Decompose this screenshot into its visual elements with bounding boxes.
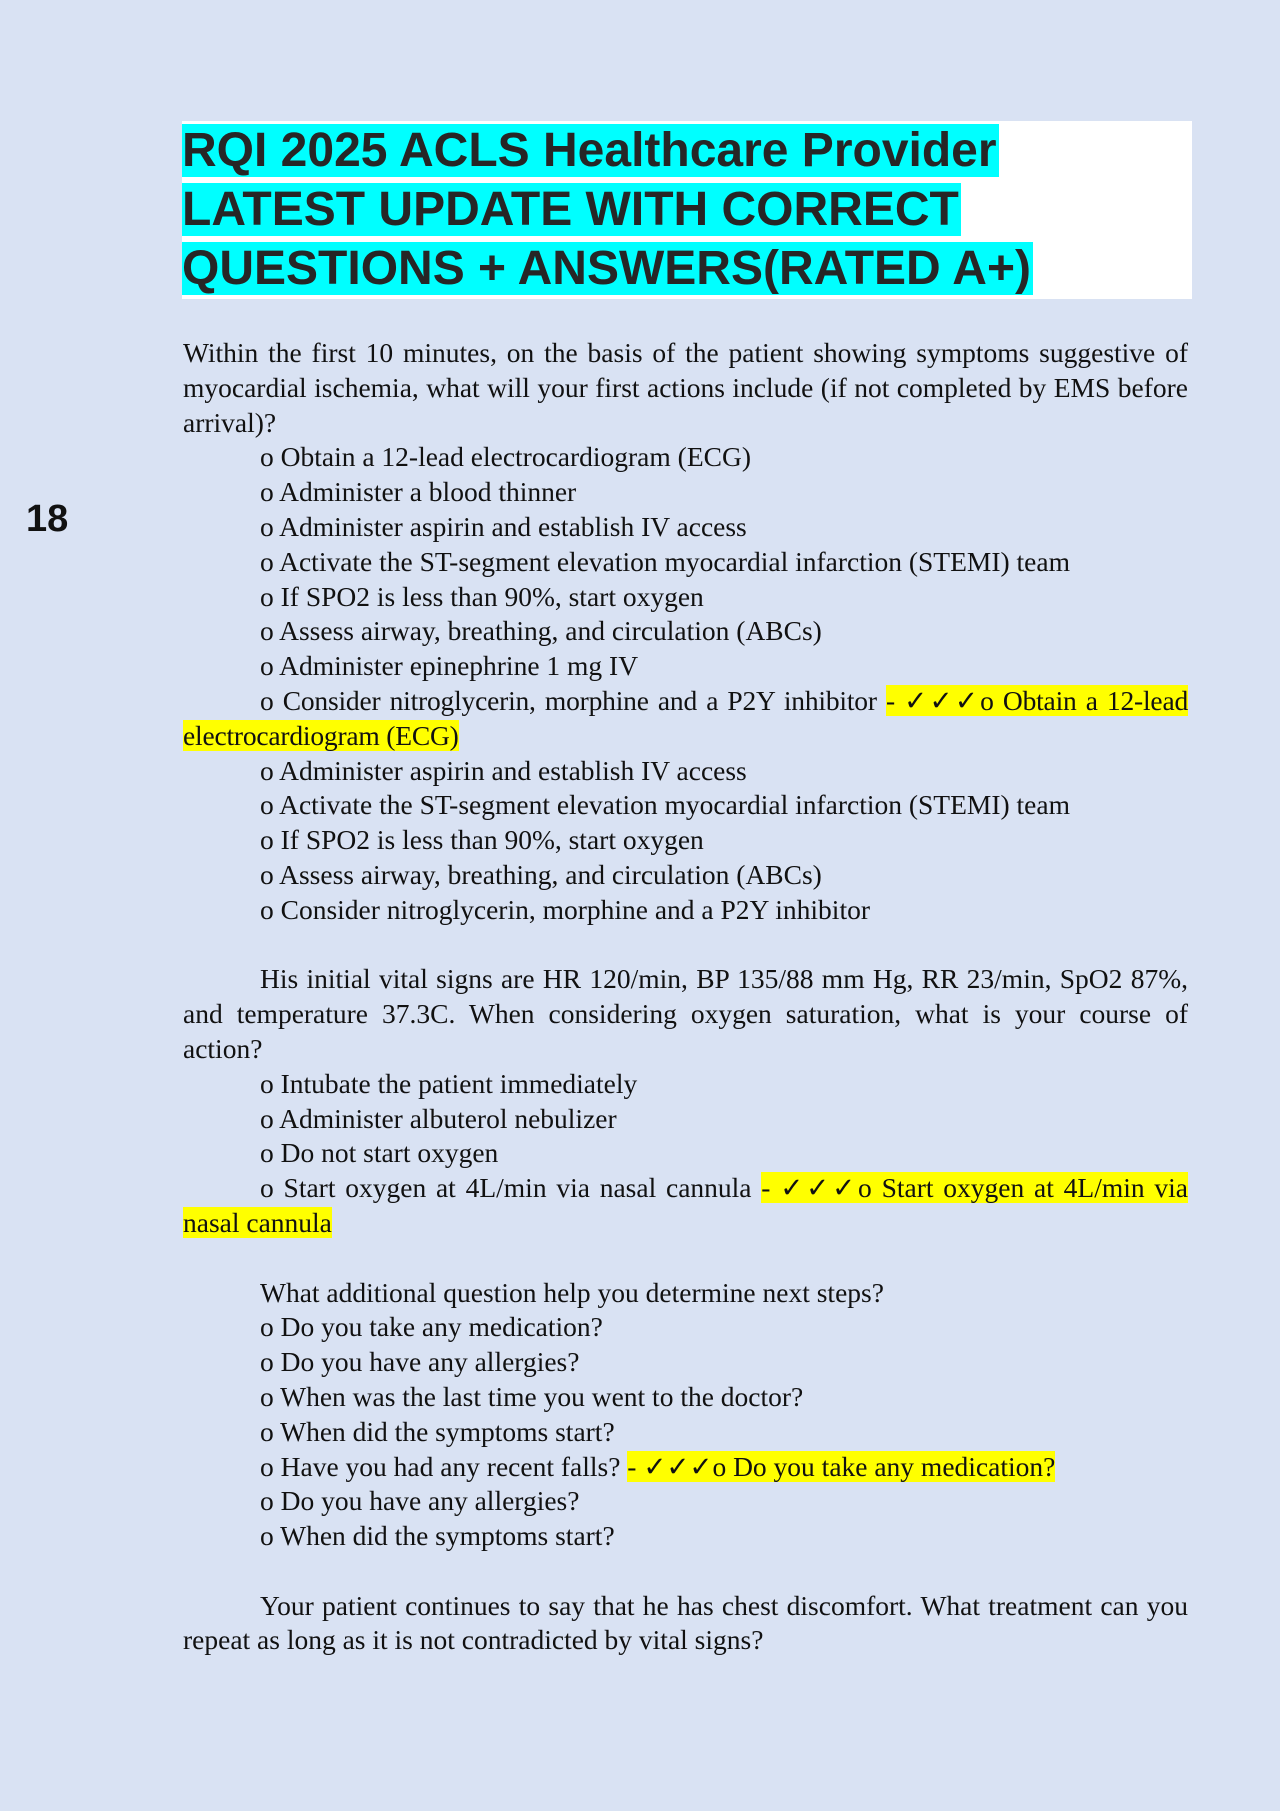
spacer [183,928,1188,963]
q1-answer-item: o Assess airway, breathing, and circulation (ABCs) [260,858,822,890]
q2-option: o Intubate the patient immediately [260,1067,638,1099]
title-line-2: LATEST UPDATE WITH CORRECT [182,183,959,236]
q2-question: His initial vital signs are HR 120/min, BP 135/88 mm Hg, RR 23/min, SpO2 87%, and temperature 37.3C. When considering oxygen saturation, what is your course of action? [183,963,1188,1064]
q4-question: Your patient continues to say that he has chest discomfort. What treatment can you repeat as long as it is not contradicted by vital signs? [183,1589,1188,1656]
q3-option: o Do you take any medication? [260,1311,603,1343]
q1-option: o Activate the ST-segment elevation myocardial infarction (STEMI) team [260,545,1070,577]
q1-answer-highlight: - ✓✓✓o Obtain a 12-lead electrocardiogram (ECG) [183,684,1188,751]
q3-option: o When was the last time you went to the doctor? [260,1380,804,1412]
page-number: 18 [26,498,69,540]
q1-option: o Obtain a 12-lead electrocardiogram (ECG) [260,441,751,473]
q3-answer-highlight: - ✓✓✓o Do you take any medication? [627,1450,1056,1482]
title-line-3: QUESTIONS + ANSWERS(RATED A+) [182,242,1031,295]
q1-option: o Assess airway, breathing, and circulation (ABCs) [260,615,822,647]
spacer [183,1241,1188,1276]
q2-option: o Administer albuterol nebulizer [260,1102,617,1134]
q1-answer-item: o Consider nitroglycerin, morphine and a P2Y inhibitor [260,893,870,925]
spacer [183,1554,1188,1589]
q3-last-option-with-answer [183,1450,1188,1485]
q3-answer-item: o When did the symptoms start? [260,1520,615,1552]
q2-answer-highlight: - ✓✓✓o Start oxygen at 4L/min via nasal cannula [183,1172,1188,1238]
q2-option: o Do not start oxygen [260,1137,499,1169]
q1-option: o If SPO2 is less than 90%, start oxygen [260,580,704,612]
q1-last-option-with-answer [183,684,1188,754]
q3-answer-item: o Do you have any allergies? [260,1485,580,1517]
q2-last-option: o Start oxygen at 4L/min via nasal cannula [260,1172,762,1204]
q1-option: o Administer a blood thinner [260,476,577,508]
q3-option: o Do you have any allergies? [260,1346,580,1378]
q3-question: What additional question help you determine next steps? [260,1276,884,1308]
document-title [182,121,1033,298]
document-body [183,336,1188,1658]
q1-last-option: o Consider nitroglycerin, morphine and a P2Y inhibitor [260,684,886,716]
title-line-1: RQI 2025 ACLS Healthcare Provider [182,124,997,177]
q3-option: o When did the symptoms start? [260,1415,615,1447]
q1-answer-item: o Administer aspirin and establish IV access [260,754,747,786]
q1-option: o Administer aspirin and establish IV access [260,510,747,542]
q3-last-option: o Have you had any recent falls? [260,1450,628,1482]
q1-option: o Administer epinephrine 1 mg IV [260,650,639,682]
q1-answer-item: o Activate the ST-segment elevation myocardial infarction (STEMI) team [260,789,1070,821]
q2-last-option-with-answer [183,1171,1188,1241]
q1-question: Within the first 10 minutes, on the basis of the patient showing symptoms suggestive of myocardial ischemia, what will your first actions include (if not completed by EMS before arrival)? [183,337,1188,438]
q1-answer-item: o If SPO2 is less than 90%, start oxygen [260,824,704,856]
